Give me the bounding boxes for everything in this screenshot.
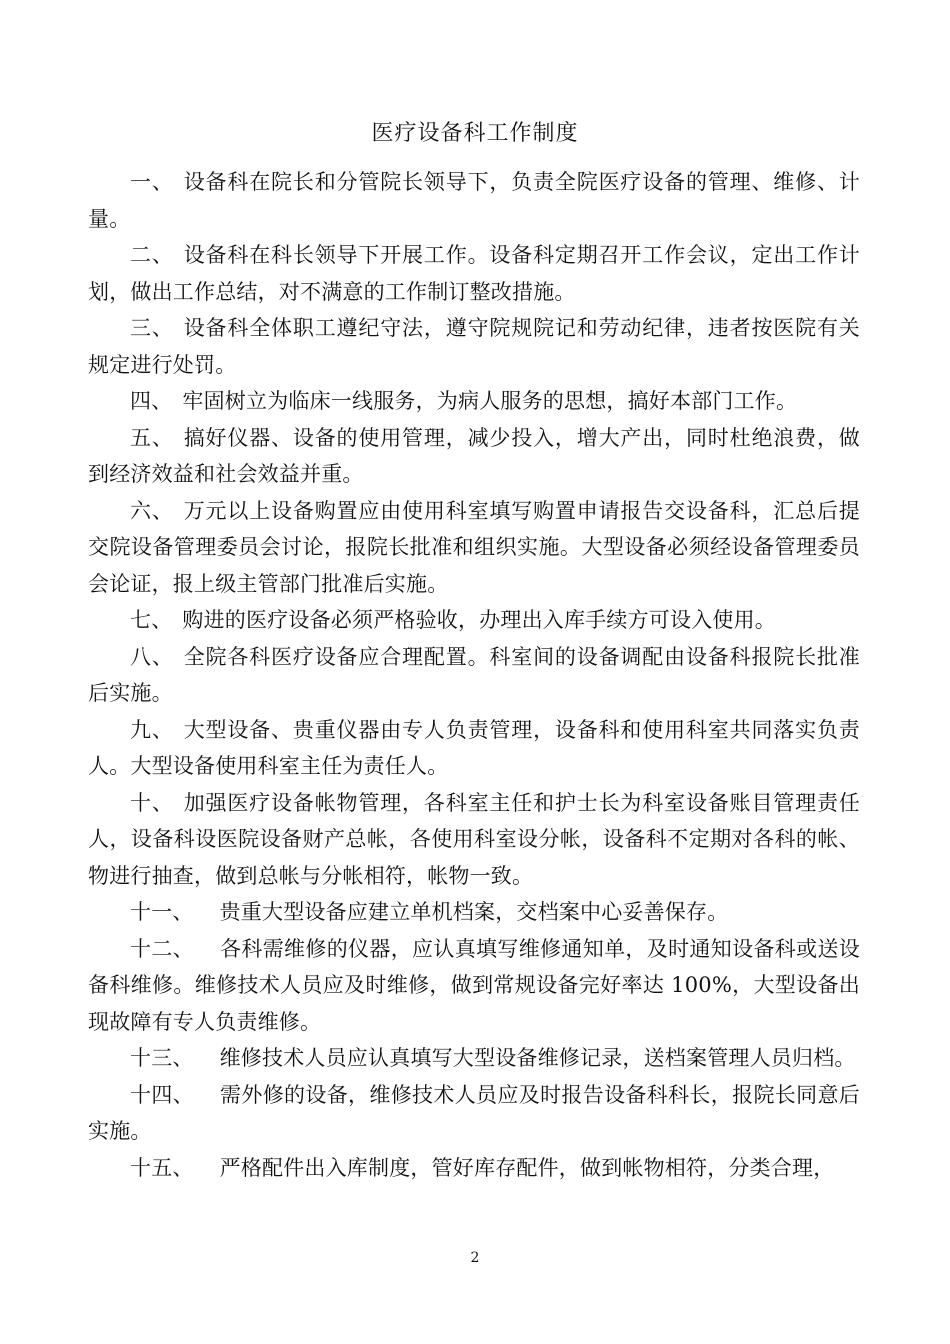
- paragraph-number: 十四、: [130, 1082, 195, 1107]
- paragraph-8: [88, 639, 860, 712]
- paragraph-text: 设备科在科长领导下开展工作。设备科定期召开工作会议，定出工作计划，做出工作总结，对不满意的工作制订整改措施。: [88, 243, 861, 304]
- paragraph-number: 四、: [130, 389, 173, 413]
- paragraph-number: 十一、: [130, 900, 194, 924]
- paragraph-number: 八、: [130, 644, 174, 669]
- paragraph-text: 搞好仪器、设备的使用管理，减少投入，增大产出，同时杜绝浪费，做到经济效益和社会效益并重。: [88, 425, 861, 486]
- paragraph-number: 一、: [130, 170, 174, 194]
- paragraph-number: 十五、: [130, 1155, 194, 1180]
- paragraph-5: [88, 420, 860, 493]
- document-body: [88, 164, 860, 1186]
- paragraph-text: 维修技术人员应认真填写大型设备维修记录，送档案管理人员归档。: [219, 1046, 856, 1070]
- paragraph-12: [88, 931, 860, 1041]
- paragraph-text: 大型设备、贵重仪器由专人负责管理，设备科和使用科室共同落实负责人。大型设备使用科室主任为责任人。: [88, 717, 861, 778]
- paragraph-6: [88, 493, 860, 603]
- paragraph-number: 三、: [130, 316, 174, 340]
- paragraph-text: 需外修的设备，维修技术人员应及时报告设备科科长，报院长同意后实施。: [88, 1082, 860, 1143]
- paragraph-3: [88, 310, 860, 383]
- paragraph-number: 七、: [130, 608, 173, 632]
- paragraph-14: [88, 1077, 860, 1150]
- paragraph-number: 十二、: [130, 936, 195, 961]
- paragraph-number: 九、: [130, 717, 174, 742]
- paragraph-4: [88, 383, 860, 420]
- paragraph-text: 购进的医疗设备必须严格验收，办理出入库手续方可设入使用。: [182, 608, 777, 632]
- paragraph-text: 加强医疗设备帐物管理，各科室主任和护士长为科室设备账目管理责任人，设备科设医院设备财产总帐，各使用科室设分帐，设备科不定期对各科的帐、物进行抽查，做到总帐与分帐相符，帐物一致。: [88, 790, 861, 888]
- paragraph-text: 严格配件出入库制度，管好库存配件，做到帐物相符，分类合理，: [219, 1155, 835, 1180]
- paragraph-11: [88, 894, 860, 931]
- paragraph-number: 十三、: [130, 1046, 194, 1070]
- paragraph-13: [88, 1040, 860, 1077]
- paragraph-text: 设备科全体职工遵纪守法，遵守院规院记和劳动纪律，违者按医院有关规定进行处罚。: [88, 316, 861, 377]
- paragraph-7: [88, 602, 860, 639]
- paragraph-text: 各科需维修的仪器，应认真填写维修通知单，及时通知设备科或送设备科维修。维修技术人员应及时维修，做到常规设备完好率达 100%，大型设备出现故障有专人负责维修。: [88, 936, 860, 1034]
- paragraph-10: [88, 785, 860, 895]
- paragraph-text: 设备科在院长和分管院长领导下，负责全院医疗设备的管理、维修、计量。: [88, 170, 861, 231]
- paragraph-number: 十、: [130, 790, 174, 815]
- paragraph-text: 牢固树立为临床一线服务，为病人服务的思想，搞好本部门工作。: [182, 389, 798, 413]
- paragraph-text: 万元以上设备购置应由使用科室填写购置申请报告交设备科，汇总后提交院设备管理委员会讨论，报院长批准和组织实施。大型设备必须经设备管理委员会论证，报上级主管部门批准后实施。: [88, 498, 861, 596]
- paragraph-number: 六、: [130, 498, 174, 523]
- paragraph-text: 贵重大型设备应建立单机档案，交档案中心妥善保存。: [219, 900, 729, 924]
- paragraph-2: [88, 237, 860, 310]
- paragraph-number: 二、: [130, 243, 174, 267]
- paragraph-1: [88, 164, 860, 237]
- paragraph-15: [88, 1150, 860, 1187]
- paragraph-text: 全院各科医疗设备应合理配置。科室间的设备调配由设备科报院长批准后实施。: [88, 644, 861, 705]
- paragraph-9: [88, 712, 860, 785]
- document-title: 医疗设备科工作制度: [371, 121, 579, 146]
- paragraph-number: 五、: [130, 425, 174, 450]
- page-number: 2: [470, 1250, 480, 1266]
